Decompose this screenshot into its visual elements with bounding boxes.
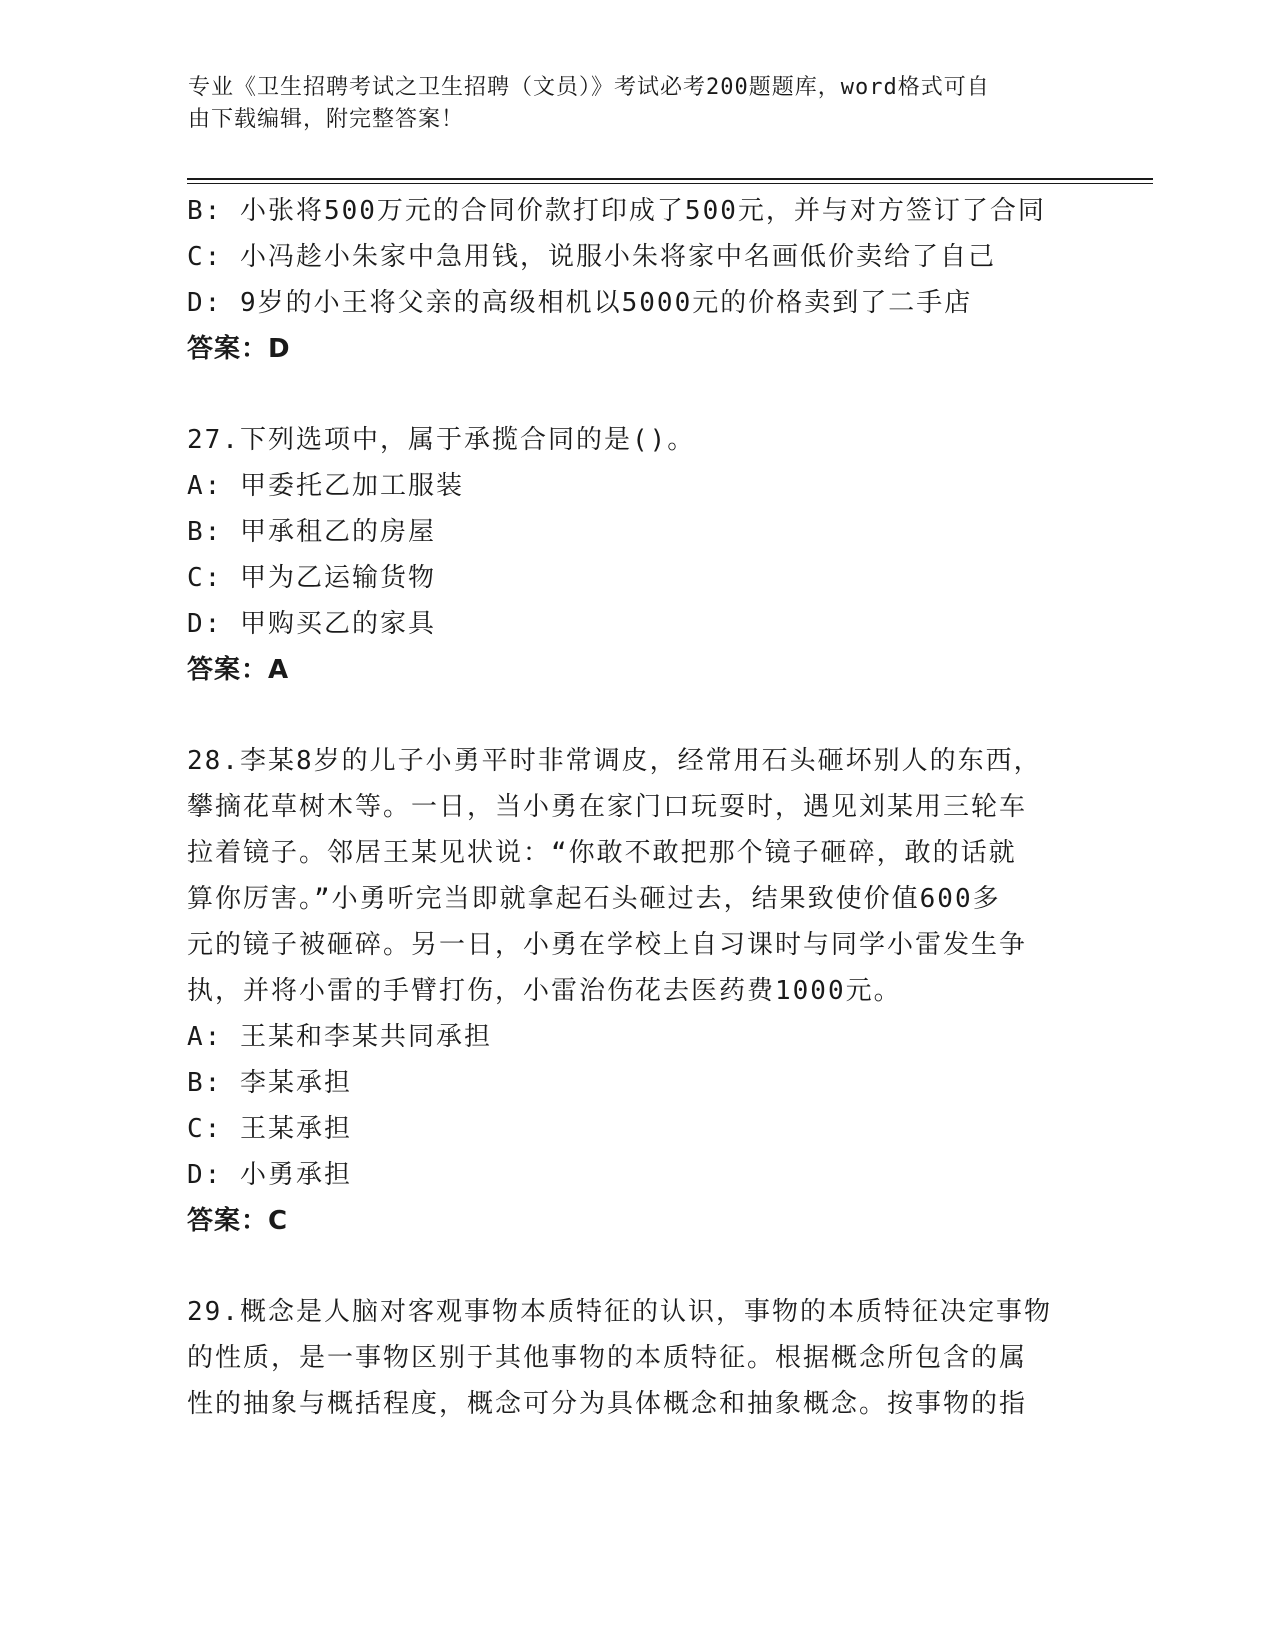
- answer-label: 答案：C: [187, 1206, 289, 1236]
- option-b: B: 小张将500万元的合同价款打印成了500元，并与对方签订了合同: [187, 196, 1046, 226]
- option-c: C: 甲为乙运输货物: [187, 563, 436, 593]
- question-stem-line: 拉着镜子。邻居王某见状说：“你敢不敢把那个镜子砸碎，敢的话就: [187, 838, 1017, 868]
- option-d: D: 9岁的小王将父亲的高级相机以5000元的价格卖到了二手店: [187, 288, 973, 318]
- question-stem-line: 元的镜子被砸碎。另一日，小勇在学校上自习课时与同学小雷发生争: [187, 930, 1028, 960]
- question-stem-line: 算你厉害。”小勇听完当即就拿起石头砸过去，结果致使价值600多: [187, 884, 1001, 914]
- option-b: B: 李某承担: [187, 1068, 352, 1098]
- question-stem-line: 28.李某8岁的儿子小勇平时非常调皮，经常用石头砸坏别人的东西，: [187, 746, 1042, 776]
- question-26-continued: [187, 188, 1087, 372]
- question-29: [187, 1289, 1087, 1427]
- spacer: [187, 1244, 1087, 1289]
- spacer: [187, 693, 1087, 738]
- header-title-line-1: 专业《卫生招聘考试之卫生招聘（文员）》考试必考200题题库，word格式可自: [188, 75, 990, 100]
- question-28: [187, 738, 1087, 1244]
- question-27: [187, 417, 1087, 693]
- option-d: D: 小勇承担: [187, 1160, 352, 1190]
- question-stem-line: 性的抽象与概括程度，概念可分为具体概念和抽象概念。按事物的指: [187, 1389, 1028, 1419]
- question-stem-line: 的性质，是一事物区别于其他事物的本质特征。根据概念所包含的属: [187, 1343, 1028, 1373]
- header-divider-thin: [187, 183, 1153, 184]
- option-c: C: 小冯趁小朱家中急用钱，说服小朱将家中名画低价卖给了自己: [187, 242, 996, 272]
- document-header: [188, 72, 1068, 136]
- question-stem-line: 29.概念是人脑对客观事物本质特征的认识，事物的本质特征决定事物: [187, 1297, 1052, 1327]
- question-stem-line: 攀摘花草树木等。一日，当小勇在家门口玩耍时，遇见刘某用三轮车: [187, 792, 1028, 822]
- option-a: A: 王某和李某共同承担: [187, 1022, 492, 1052]
- option-c: C: 王某承担: [187, 1114, 352, 1144]
- document-body: [187, 188, 1087, 1427]
- option-b: B: 甲承租乙的房屋: [187, 517, 436, 547]
- header-title-line-2: 由下载编辑，附完整答案！: [188, 107, 465, 132]
- question-stem: 27.下列选项中，属于承揽合同的是()。: [187, 425, 696, 455]
- question-stem-line: 执，并将小雷的手臂打伤，小雷治伤花去医药费1000元。: [187, 976, 902, 1006]
- spacer: [187, 372, 1087, 417]
- answer-label: 答案：D: [187, 334, 291, 364]
- option-d: D: 甲购买乙的家具: [187, 609, 436, 639]
- option-a: A: 甲委托乙加工服装: [187, 471, 464, 501]
- answer-label: 答案：A: [187, 655, 290, 685]
- header-divider-thick: [187, 178, 1153, 180]
